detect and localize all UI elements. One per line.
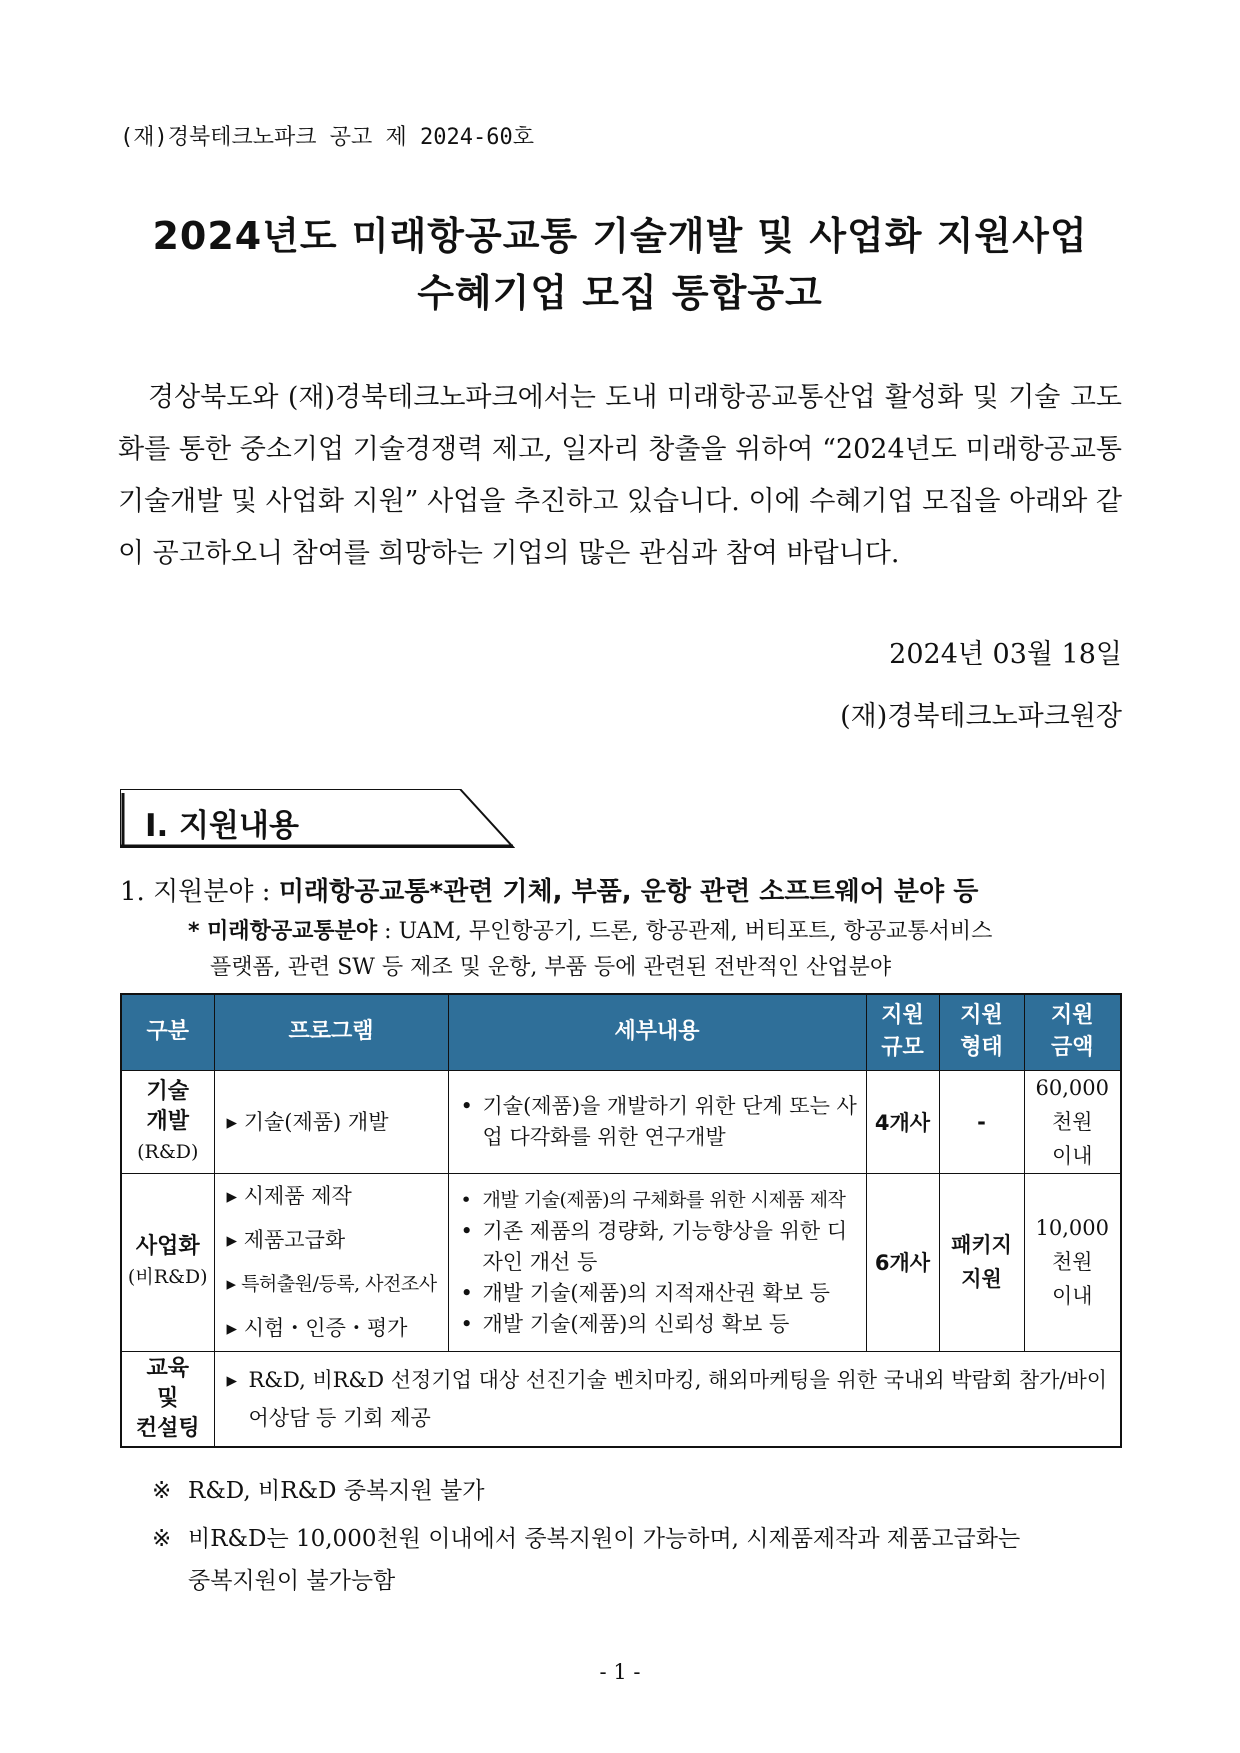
rnd-scale: 4개사 <box>866 1070 939 1173</box>
remark-2: ※ 비R&D는 10,000천원 이내에서 중복지원이 가능하며, 시제품제작과 제품고급화는 중복지원이 불가능함 <box>152 1518 1120 1602</box>
edu-category: 교육 및 컨설팅 <box>121 1351 214 1447</box>
notice-date: 2024년 03월 18일 <box>889 639 1122 670</box>
list-item: • 개발 기술(제품)의 지적재산권 확보 등 <box>461 1278 860 1309</box>
bullet-icon: • <box>460 1280 473 1305</box>
bullet-icon: • <box>460 1093 473 1118</box>
header-program: 프로그램 <box>214 994 448 1070</box>
rnd-type: - <box>939 1070 1024 1173</box>
remark-1: ※ R&D, 비R&D 중복지원 불가 <box>152 1478 485 1504</box>
triangle-bullet-icon: ▸ <box>226 1228 244 1252</box>
support-table <box>120 993 1122 1448</box>
support-field-value: 미래항공교통*관련 기체, 부품, 운항 관련 소프트웨어 분야 등 <box>278 877 979 907</box>
page-number: - 1 - <box>599 1660 641 1684</box>
list-item: • 기존 제품의 경량화, 기능향상을 위한 디자인 개선 등 <box>461 1216 860 1278</box>
header-amount: 지원 금액 <box>1024 994 1121 1070</box>
table-row-edu <box>121 1351 1121 1447</box>
list-item: ▸ 시험・인증・평가 <box>226 1316 408 1340</box>
list-item: • 개발 기술(제품)의 신뢰성 확보 등 <box>461 1309 860 1340</box>
triangle-bullet-icon: ▸ <box>226 1109 244 1134</box>
triangle-bullet-icon: ▸ <box>226 1367 238 1392</box>
triangle-bullet-icon: ▸ <box>226 1184 244 1208</box>
document-title-line1: 2024년도 미래항공교통 기술개발 및 사업화 지원사업 <box>152 214 1088 258</box>
support-field-prefix: 1. 지원분야 : <box>120 877 279 907</box>
header-detail: 세부내용 <box>448 994 866 1070</box>
table-header-row <box>121 994 1121 1070</box>
field-note-line2: 플랫폼, 관련 SW 등 제조 및 운항, 부품 등에 관련된 전반적인 산업분야 <box>210 955 892 980</box>
field-note-label: * 미래항공교통분야 <box>188 919 378 944</box>
rnd-program: ▸ 기술(제품) 개발 <box>214 1070 448 1173</box>
support-field <box>120 871 978 908</box>
list-item: ▸ 특허출원/등록, 사전조사 <box>226 1273 437 1295</box>
header-category: 구분 <box>121 994 214 1070</box>
intro-paragraph <box>118 372 1122 580</box>
header-scale: 지원 규모 <box>866 994 939 1070</box>
bullet-icon: • <box>460 1218 473 1243</box>
triangle-bullet-icon: ▸ <box>226 1316 244 1340</box>
table-row-non-rnd <box>121 1173 1121 1351</box>
section-title: Ⅰ. 지원내용 <box>145 808 299 844</box>
rnd-detail: • 기술(제품)을 개발하기 위한 단계 또는 사업 다각화를 위한 연구개발 <box>448 1070 866 1173</box>
non-rnd-scale: 6개사 <box>866 1173 939 1351</box>
reference-mark-icon: ※ <box>152 1478 172 1504</box>
non-rnd-programs <box>214 1173 448 1351</box>
document-title-line2: 수혜기업 모집 통합공고 <box>417 271 823 315</box>
bullet-icon: • <box>460 1311 473 1336</box>
header-type: 지원 형태 <box>939 994 1024 1070</box>
non-rnd-amount: 10,000 천원 이내 <box>1024 1173 1121 1351</box>
bullet-icon: • <box>460 1188 472 1211</box>
intro-text: 경상북도와 (재)경북테크노파크에서는 도내 미래항공교통산업 활성화 및 기술 고도화를 통한 중소기업 기술경쟁력 제고, 일자리 창출을 위하여 “2024년도 미래항공교통 기술개발 및 사업화 지원” 사업을 추진하고 있습니다. 이에 수혜기업 모집을 아래와 같이 공고하오니 참여를 희망하는 기업의 많은 관심과 참여 바랍니다. <box>118 382 1122 569</box>
list-item: ▸ 제품고급화 <box>226 1228 346 1252</box>
reference-mark-icon: ※ <box>152 1526 172 1552</box>
edu-detail: ▸ R&D, 비R&D 선정기업 대상 선진기술 벤치마킹, 해외마케팅을 위한 국내외 박람회 참가/바이어상담 등 기회 제공 <box>214 1351 1121 1447</box>
issuer: (재)경북테크노파크원장 <box>840 701 1122 732</box>
list-item: ▸ 시제품 제작 <box>226 1184 352 1208</box>
list-item: • 개발 기술(제품)의 구체화를 위한 시제품 제작 <box>461 1185 860 1216</box>
triangle-bullet-icon: ▸ <box>226 1273 242 1295</box>
field-note-text: : UAM, 무인항공기, 드론, 항공관제, 버티포트, 항공교통서비스 <box>377 919 993 944</box>
notice-number: (재)경북테크노파크 공고 제 2024-60호 <box>120 125 534 150</box>
rnd-amount: 60,000 천원 이내 <box>1024 1070 1121 1173</box>
table-row-rnd <box>121 1070 1121 1173</box>
field-note-line1 <box>188 914 992 945</box>
non-rnd-type: 패키지 지원 <box>939 1173 1024 1351</box>
non-rnd-category: 사업화 (비R&D) <box>121 1173 214 1351</box>
rnd-category: 기술 개발 (R&D) <box>121 1070 214 1173</box>
non-rnd-details <box>448 1173 866 1351</box>
